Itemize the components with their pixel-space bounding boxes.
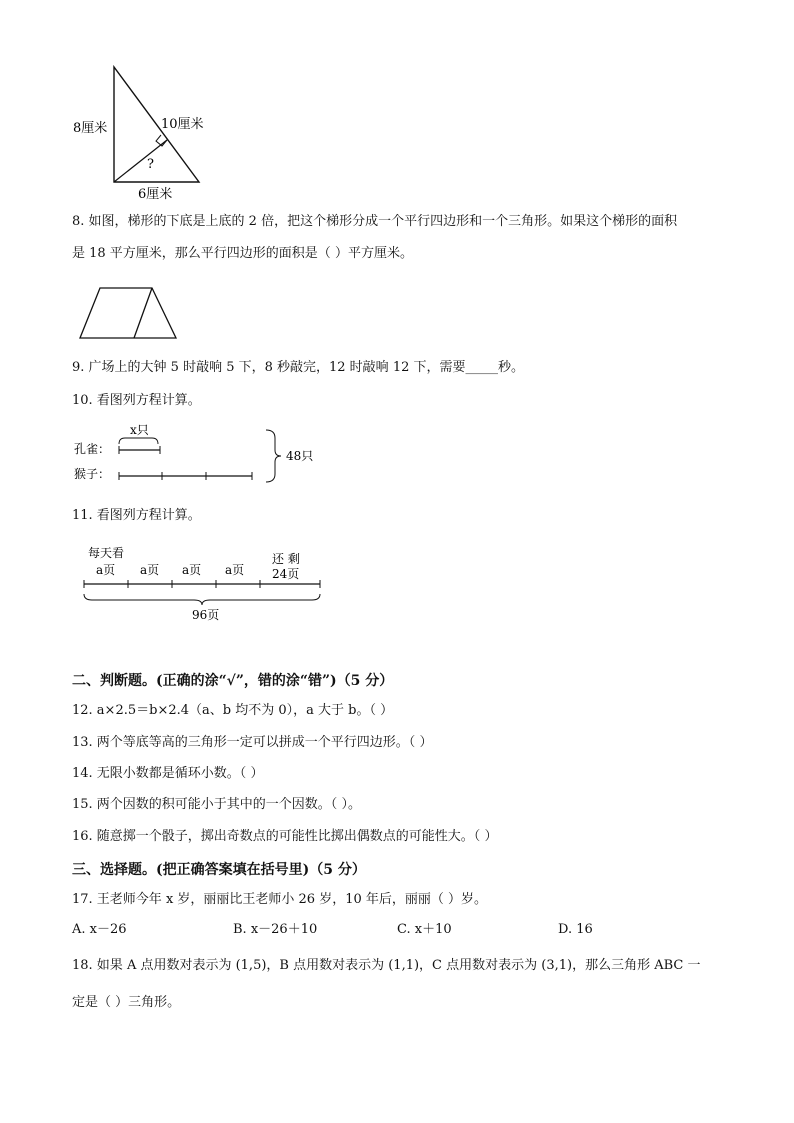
triangle-hyp-label: 10厘米 [161,117,204,132]
q10-x-brace [119,438,158,444]
section3-title: 三、选择题。(把正确答案填在括号里)（5 分） [72,862,366,878]
q11-remain-label-1: 还 剩 [272,552,300,566]
triangle-height-line [114,140,167,182]
q18-line2: 定是（ ）三角形。 [72,995,181,1010]
trapezoid-figure [76,285,181,343]
q11-text: 11. 看图列方程计算。 [72,508,201,523]
q10-diagram [72,420,332,490]
q11-total-label: 96页 [192,608,220,622]
q11-seg-label-2: a页 [140,563,160,577]
q11-diagram [72,540,332,630]
q9-text: 9. 广场上的大钟 5 时敲响 5 下，8 秒敲完，12 时敲响 12 下，需要_____秒。 [72,360,524,375]
triangle-figure [60,60,220,205]
q11-bottom-brace [84,594,320,605]
q16-text: 16. 随意掷一个骰子，掷出奇数点的可能性比掷出偶数点的可能性大。（ ） [72,829,498,844]
q11-remain-label-2: 24页 [272,567,300,581]
q11-seg-label-4: a页 [225,563,245,577]
q10-row1-label: 孔雀： [74,442,111,456]
q10-x-label: x只 [130,423,149,437]
q10-right-brace [266,430,281,482]
q17-option-b: B. x－26＋10 [233,922,318,937]
q17-option-d: D. 16 [558,922,593,937]
q12-text: 12. a×2.5＝b×2.4（a、b 均不为 0），a 大于 b。（ ） [72,703,394,718]
q8-line1: 8. 如图，梯形的下底是上底的 2 倍，把这个梯形分成一个平行四边形和一个三角形。如果这个梯形的面积 [72,214,678,229]
q13-text: 13. 两个等底等高的三角形一定可以拼成一个平行四边形。（ ） [72,735,433,750]
q10-text: 10. 看图列方程计算。 [72,393,201,408]
q11-seg-label-3: a页 [182,563,202,577]
q17-option-a: A. x－26 [72,922,127,937]
triangle-height-label: ? [147,157,154,172]
q17-option-c: C. x＋10 [397,922,452,937]
q14-text: 14. 无限小数都是循环小数。（ ） [72,766,264,781]
triangle-bottom-label: 6厘米 [138,187,173,202]
q10-total-label: 48只 [286,449,314,463]
trapezoid-divider [134,288,152,338]
section2-title: 二、判断题。(正确的涂“√”，错的涂“错”)（5 分） [72,673,394,689]
trapezoid-shape [80,288,176,338]
q8-line2: 是 18 平方厘米，那么平行四边形的面积是（ ）平方厘米。 [72,246,413,261]
q18-line1: 18. 如果 A 点用数对表示为 (1,5)，B 点用数对表示为 (1,1)，C 点用数对表示为 (3,1)，那么三角形 ABC 一 [72,958,701,973]
triangle-left-label: 8厘米 [73,121,108,136]
q11-daily-label: 每天看 [88,546,125,560]
q10-row2-label: 猴子： [74,467,111,481]
q17-text: 17. 王老师今年 x 岁，丽丽比王老师小 26 岁，10 年后，丽丽（ ）岁。 [72,892,488,907]
q11-seg-label-1: a页 [96,563,116,577]
q15-text: 15. 两个因数的积可能小于其中的一个因数。（ ）。 [72,797,361,812]
